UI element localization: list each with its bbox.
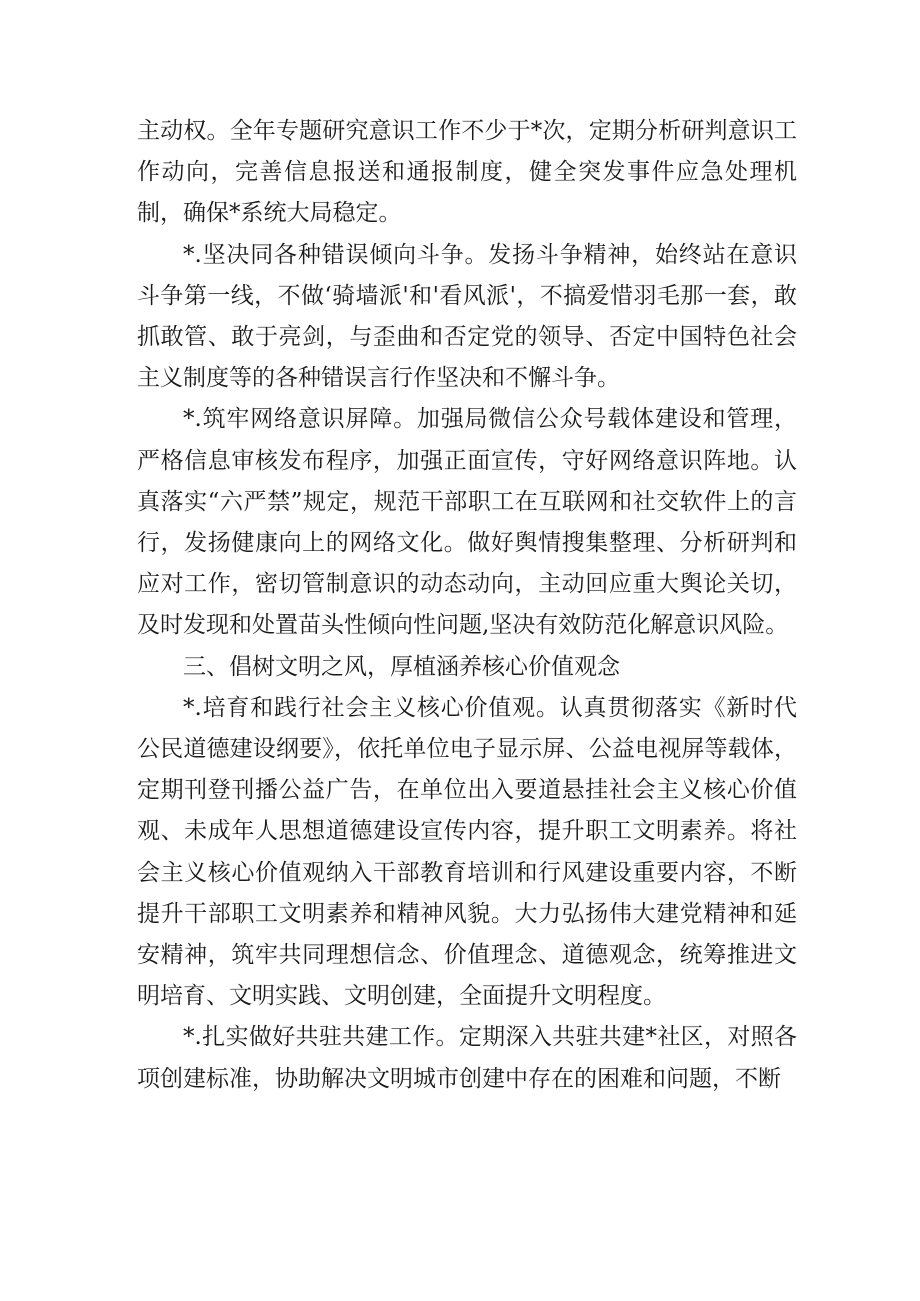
document-body [137, 111, 797, 1100]
paragraph-oppose-errors: *.坚决同各种错误倾向斗争。发扬斗争精神，始终站在意识斗争第一线，不做‘骑墙派'和'看风派'，不搞爱惜羽毛那一套，敢抓敢管、敢于亮剑，与歪曲和否定党的领导、否定中国特色社会主义制度等的各种错误言行作坚决和不懈斗争。 [137, 241, 797, 392]
paragraph-co-building: *.扎实做好共驻共建工作。定期深入共驻共建*社区，对照各项创建标准，协助解决文明城市创建中存在的困难和问题，不断 [137, 1024, 797, 1092]
paragraph-core-values: *.培育和践行社会主义核心价值观。认真贯彻落实《新时代公民道德建设纲要》，依托单位电子显示屏、公益电视屏等载体，定期刊登刊播公益广告，在单位出入要道悬挂社会主义核心价值观、未成年人思想道德建设宣传内容，提升职工文明素养。将社会主义核心价值观纳入干部教育培训和行风建设重要内容，不断提升干部职工文明素养和精神风貌。大力弘扬伟大建党精神和延安精神，筑牢共同理想信念、价值理念、道德观念，统筹推进文明培育、文明实践、文明创建，全面提升文明程度。 [137, 694, 797, 1010]
paragraph-continuation: 主动权。全年专题研究意识工作不少于*次，定期分析研判意识工作动向，完善信息报送和通报制度，健全突发事件应急处理机制，确保*系统大局稳定。 [137, 118, 797, 227]
paragraph-network-barrier: *.筑牢网络意识屏障。加强局微信公众号载体建设和管理，严格信息审核发布程序，加强正面宣传，守好网络意识阵地。认真落实“六严禁”规定，规范干部职工在互联网和社交软件上的言行，发扬健康向上的网络文化。做好舆情搜集整理、分析研判和应对工作，密切管制意识的动态动向，主动回应重大舆论关切，及时发现和处置苗头性倾向性问题,坚决有效防范化解意识风险。 [137, 406, 797, 639]
section-heading-three: 三、倡树文明之风，厚植涵养核心价值观念 [183, 653, 620, 680]
